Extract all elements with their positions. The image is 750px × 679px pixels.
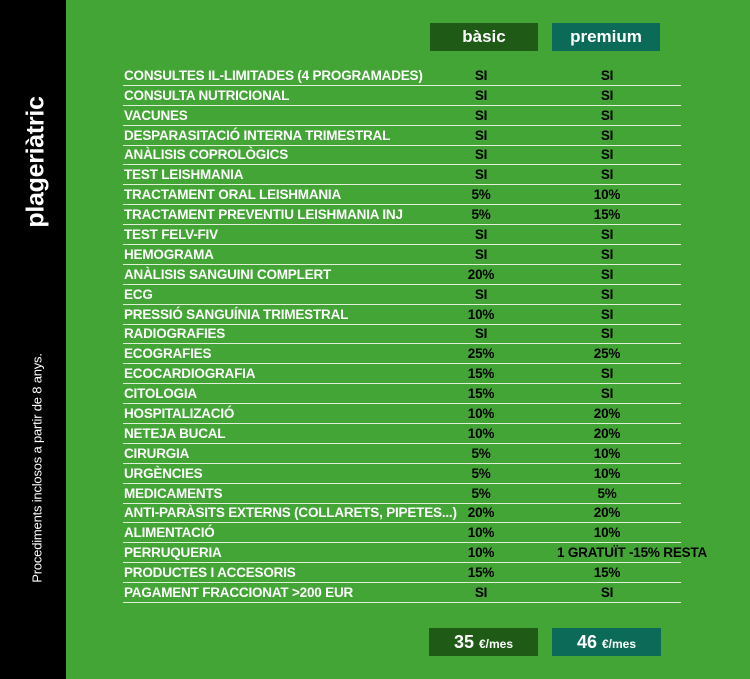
basic-value: 10% <box>467 425 495 441</box>
basic-value: 20% <box>467 266 495 282</box>
premium-value: 10% <box>593 187 621 203</box>
service-name: ECOGRAFIES <box>124 346 212 362</box>
premium-value: SI <box>600 246 614 262</box>
price-premium-amount: 46 <box>576 632 597 652</box>
premium-value: SI <box>600 67 614 83</box>
premium-value: SI <box>600 227 614 243</box>
premium-value: SI <box>600 107 614 123</box>
basic-value: 15% <box>467 565 495 581</box>
basic-value: 5% <box>471 445 491 461</box>
basic-value: SI <box>474 326 488 342</box>
premium-value: SI <box>600 87 614 103</box>
premium-value: 20% <box>593 406 621 422</box>
basic-value: SI <box>474 286 488 302</box>
service-name: MEDICAMENTS <box>124 485 223 501</box>
premium-value: 15% <box>593 565 621 581</box>
service-name: ANÀLISIS SANGUINI COMPLERT <box>124 266 332 282</box>
premium-value: SI <box>600 585 614 601</box>
table-row <box>123 165 681 185</box>
header-premium: premium <box>552 23 660 51</box>
premium-value: 20% <box>593 505 621 521</box>
table-row <box>123 404 681 424</box>
table-row <box>123 325 681 345</box>
premium-value: SI <box>600 147 614 163</box>
premium-value: 5% <box>597 485 617 501</box>
basic-value: 15% <box>467 386 495 402</box>
service-name: HEMOGRAMA <box>124 246 214 262</box>
sidebar <box>0 0 66 679</box>
service-name: TEST FELV-FIV <box>124 227 218 243</box>
basic-value: 5% <box>471 465 491 481</box>
premium-value: 10% <box>593 445 621 461</box>
service-name: RADIOGRAFIES <box>124 326 226 342</box>
services-table <box>123 66 708 603</box>
basic-value: 20% <box>467 505 495 521</box>
premium-value: SI <box>600 286 614 302</box>
premium-value: SI <box>600 366 614 382</box>
table-row <box>123 523 681 543</box>
premium-value: 10% <box>593 465 621 481</box>
service-name: NETEJA BUCAL <box>124 425 226 441</box>
service-name: ALIMENTACIÓ <box>124 525 215 541</box>
service-name: ANTI-PARÀSITS EXTERNS (COLLARETS, PIPETES...) <box>124 505 457 521</box>
service-name: CIRURGIA <box>124 445 190 461</box>
premium-value: 15% <box>593 207 621 223</box>
table-row <box>123 444 681 464</box>
table-row <box>123 126 681 146</box>
basic-value: 5% <box>471 187 491 203</box>
header-basic: bàsic <box>430 23 538 51</box>
service-name: ANÀLISIS COPROLÒGICS <box>124 147 289 163</box>
table-row <box>123 504 681 524</box>
table-row <box>123 583 681 603</box>
basic-value: SI <box>474 127 488 143</box>
table-row <box>123 185 681 205</box>
service-name: PERRUQUERIA <box>124 545 222 561</box>
price-basic-amount: 35 <box>453 632 474 652</box>
service-name: TRACTAMENT ORAL LEISHMANIA <box>124 187 342 203</box>
table-row <box>123 364 681 384</box>
premium-value: SI <box>600 326 614 342</box>
basic-value: SI <box>474 585 488 601</box>
table-row <box>123 563 681 583</box>
service-name: TEST LEISHMANIA <box>124 167 244 183</box>
price-premium <box>552 628 661 656</box>
service-name: PRODUCTES I ACCESORIS <box>124 565 296 581</box>
price-premium-unit: €/mes <box>602 637 637 651</box>
service-name: PAGAMENT FRACCIONAT >200 EUR <box>124 585 354 601</box>
basic-value: SI <box>474 107 488 123</box>
premium-value: SI <box>600 127 614 143</box>
service-name: ECOCARDIOGRAFIA <box>124 366 256 382</box>
basic-value: SI <box>474 147 488 163</box>
table-row <box>123 205 681 225</box>
premium-value: 1 GRATUÏT -15% RESTA <box>557 545 708 561</box>
basic-value: SI <box>474 246 488 262</box>
service-name: PRESSIÓ SANGUÍNIA TRIMESTRAL <box>124 306 349 322</box>
basic-value: 5% <box>471 207 491 223</box>
premium-value: SI <box>600 167 614 183</box>
table-row <box>123 146 681 166</box>
table-row <box>123 245 681 265</box>
table-row <box>123 484 681 504</box>
basic-value: 10% <box>467 406 495 422</box>
basic-value: 25% <box>467 346 495 362</box>
table-row <box>123 265 681 285</box>
service-name: CITOLOGIA <box>124 386 197 402</box>
price-basic-unit: €/mes <box>479 637 514 651</box>
premium-value: 10% <box>593 525 621 541</box>
service-name: TRACTAMENT PREVENTIU LEISHMANIA INJ <box>124 207 403 223</box>
table-row <box>123 66 681 86</box>
table-row <box>123 225 681 245</box>
basic-value: 10% <box>467 545 495 561</box>
table-row <box>123 384 681 404</box>
table-row <box>123 305 681 325</box>
basic-value: SI <box>474 87 488 103</box>
basic-value: SI <box>474 67 488 83</box>
basic-value: SI <box>474 167 488 183</box>
table-row <box>123 86 681 106</box>
service-name: CONSULTES IL-LIMITADES (4 PROGRAMADES) <box>124 67 423 83</box>
service-name: CONSULTA NUTRICIONAL <box>124 87 290 103</box>
table-row <box>123 106 681 126</box>
table-row <box>123 344 681 364</box>
basic-value: 5% <box>471 485 491 501</box>
service-name: HOSPITALIZACIÓ <box>124 406 235 422</box>
basic-value: 10% <box>467 306 495 322</box>
plan-title: plageriàtric <box>21 96 50 228</box>
premium-value: SI <box>600 386 614 402</box>
table-row <box>123 464 681 484</box>
basic-value: 15% <box>467 366 495 382</box>
basic-value: 10% <box>467 525 495 541</box>
basic-value: SI <box>474 227 488 243</box>
price-basic <box>429 628 538 656</box>
premium-value: SI <box>600 306 614 322</box>
service-name: URGÈNCIES <box>124 465 203 481</box>
table-row <box>123 424 681 444</box>
premium-value: 25% <box>593 346 621 362</box>
table-row <box>123 543 708 563</box>
premium-value: 20% <box>593 425 621 441</box>
premium-value: SI <box>600 266 614 282</box>
service-name: ECG <box>124 286 153 302</box>
service-name: DESPARASITACIÓ INTERNA TRIMESTRAL <box>124 127 391 143</box>
service-name: VACUNES <box>124 107 188 123</box>
table-row <box>123 285 681 305</box>
plan-note: Procediments inclosos a partir de 8 anys. <box>29 353 45 583</box>
